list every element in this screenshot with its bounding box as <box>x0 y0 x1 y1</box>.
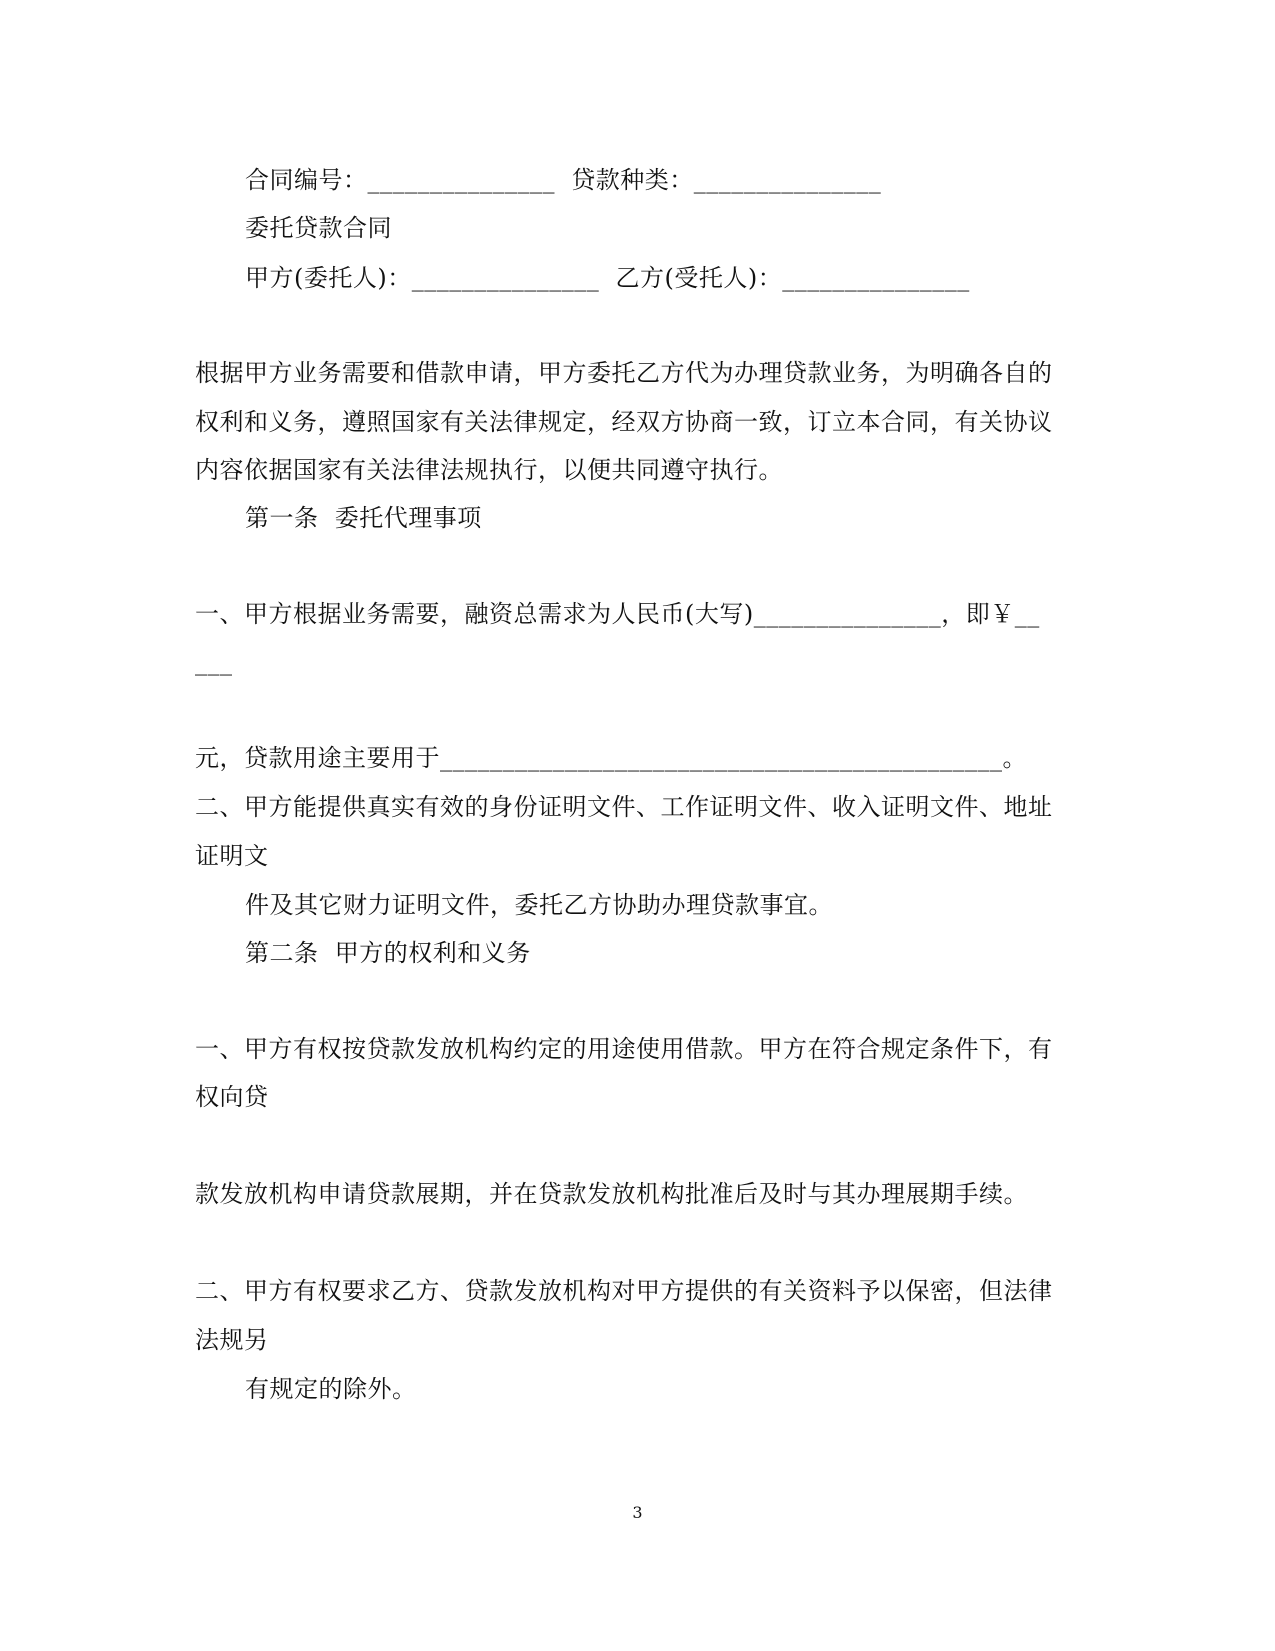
page-number: 3 <box>632 1503 643 1522</box>
article-2-heading: 第二条 甲方的权利和义务 <box>245 939 531 967</box>
preamble-line-3: 内容依据国家有关法律法规执行，以便共同遵守执行。 <box>195 456 783 484</box>
contract-title: 委托贷款合同 <box>245 214 392 242</box>
article-1-item-2-line-3: 件及其它财力证明文件，委托乙方协助办理贷款事宜。 <box>245 891 833 919</box>
article-1-item-1-line-3: 元，贷款用途主要用于_____________________________________________。 <box>195 744 1027 772</box>
article-2-item-2-line-1: 二、甲方有权要求乙方、贷款发放机构对甲方提供的有关资料予以保密，但法律 <box>195 1277 1053 1305</box>
article-2-item-2-line-3: 有规定的除外。 <box>245 1375 417 1403</box>
article-2-item-1-line-3: 款发放机构申请贷款展期，并在贷款发放机构批准后及时与其办理展期手续。 <box>195 1180 1028 1208</box>
preamble-line-1: 根据甲方业务需要和借款申请，甲方委托乙方代为办理贷款业务，为明确各自的 <box>195 359 1053 387</box>
parties-line: 甲方(委托人)：_______________ 乙方(受托人)：_______________ <box>245 264 970 292</box>
article-1-item-1-line-1: 一、甲方根据业务需要，融资总需求为人民币(大写)_______________，即￥__ <box>195 600 1040 628</box>
contract-number-line: 合同编号：_______________ 贷款种类：_______________ <box>245 166 882 194</box>
article-2-item-2-line-2: 法规另 <box>195 1326 269 1354</box>
article-1-item-2-line-1: 二、甲方能提供真实有效的身份证明文件、工作证明文件、收入证明文件、地址 <box>195 793 1053 821</box>
article-1-item-2-line-2: 证明文 <box>195 842 269 870</box>
article-1-heading: 第一条 委托代理事项 <box>245 504 482 532</box>
article-2-item-1-line-2: 权向贷 <box>195 1083 269 1111</box>
article-2-item-1-line-1: 一、甲方有权按贷款发放机构约定的用途使用借款。甲方在符合规定条件下，有 <box>195 1035 1053 1063</box>
preamble-line-2: 权利和义务，遵照国家有关法律规定，经双方协商一致，订立本合同，有关协议 <box>195 408 1053 436</box>
article-1-item-1-line-2: ___ <box>195 648 233 676</box>
